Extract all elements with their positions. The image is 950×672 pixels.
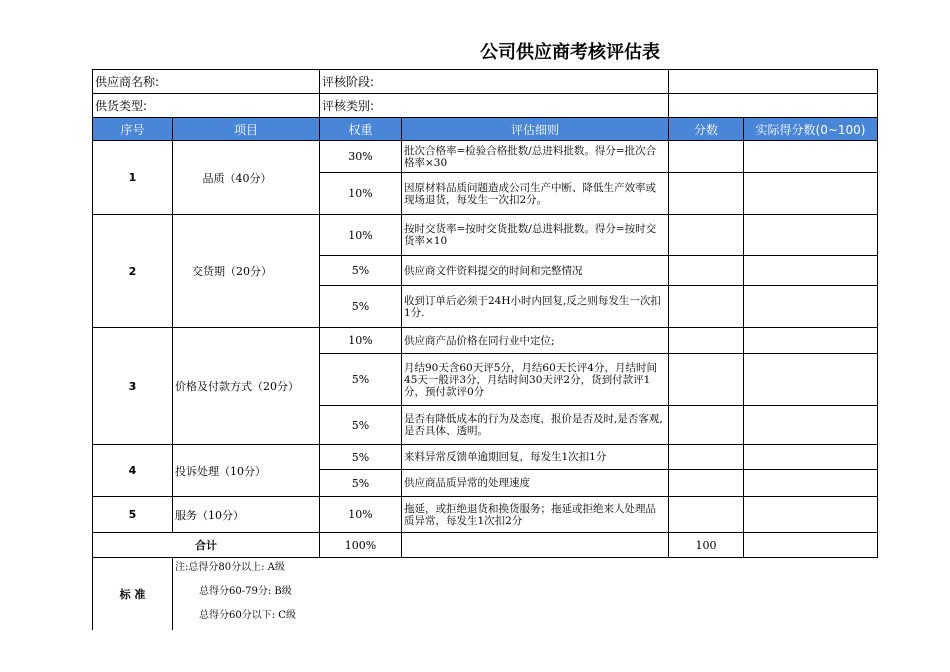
- score-cell[interactable]: [669, 256, 744, 286]
- actual-score-cell[interactable]: [744, 470, 878, 497]
- row-weight: 10%: [320, 215, 402, 256]
- total-actual-score[interactable]: [744, 533, 878, 558]
- header-actual-score: 实际得分数(0~100): [744, 118, 878, 141]
- row-weight: 30%: [320, 141, 402, 173]
- total-weight: 100%: [320, 533, 402, 558]
- row-detail: 供应商文件资料提交的时间和完整情况: [402, 256, 669, 286]
- row-weight: 5%: [320, 286, 402, 328]
- row-weight: 5%: [320, 354, 402, 406]
- table-row: [93, 141, 878, 173]
- group-index: 2: [93, 215, 173, 328]
- group-item: 价格及付款方式（20分）: [173, 328, 320, 445]
- standard-note-c: 总得分60分以下: C级: [199, 610, 296, 621]
- score-cell[interactable]: [669, 497, 744, 533]
- standard-note-a: 注:总得分80分以上: A级: [175, 562, 285, 573]
- total-detail-empty: [402, 533, 669, 558]
- row-weight: 10%: [320, 173, 402, 215]
- actual-score-cell[interactable]: [744, 328, 878, 354]
- header-index: 序号: [93, 118, 173, 141]
- total-score: 100: [669, 533, 744, 558]
- page-title: 公司供应商考核评估表: [480, 42, 660, 63]
- actual-score-cell[interactable]: [744, 286, 878, 328]
- table-row: [93, 445, 878, 470]
- header-score: 分数: [669, 118, 744, 141]
- row-detail: 供应商产品价格在同行业中定位;: [402, 328, 669, 354]
- standard-label: 标 准: [93, 558, 173, 631]
- row-weight: 10%: [320, 328, 402, 354]
- row-detail: 月结90天含60天评5分，月结60天长评4分，月结时间45天一般评3分，月结时间30天评2分，货到付款评1分，预付款评0分: [402, 354, 669, 406]
- actual-score-cell[interactable]: [744, 173, 878, 215]
- row-weight: 5%: [320, 445, 402, 470]
- review-category-cell[interactable]: [320, 94, 669, 118]
- row-weight: 5%: [320, 406, 402, 445]
- group-index: 5: [93, 497, 173, 533]
- row-detail: 按时交货率=按时交货批数/总进料批数。得分=按时交货率×10: [402, 215, 669, 256]
- evaluation-table: [92, 69, 878, 630]
- row-detail: 拖延，或拒绝退货和换货服务；拖延或拒绝来人处理品质异常，每发生1次扣2分: [402, 497, 669, 533]
- row-weight: 5%: [320, 256, 402, 286]
- standard-note-b: 总得分60-79分: B级: [199, 586, 292, 597]
- actual-score-cell[interactable]: [744, 497, 878, 533]
- group-index: 4: [93, 445, 173, 497]
- table-row: [93, 215, 878, 256]
- actual-score-cell[interactable]: [744, 406, 878, 445]
- row-detail: 收到订单后必须于24H小时内回复,反之则每发生一次扣1分.: [402, 286, 669, 328]
- actual-score-cell[interactable]: [744, 256, 878, 286]
- score-cell[interactable]: [669, 173, 744, 215]
- supplier-name-cell[interactable]: [93, 70, 320, 94]
- info-empty-cell[interactable]: [669, 94, 878, 118]
- review-stage-cell[interactable]: [320, 70, 669, 94]
- actual-score-cell[interactable]: [744, 354, 878, 406]
- info-empty-cell[interactable]: [669, 70, 878, 94]
- score-cell[interactable]: [669, 215, 744, 256]
- score-cell[interactable]: [669, 286, 744, 328]
- row-weight: 10%: [320, 497, 402, 533]
- table-row: [93, 328, 878, 354]
- score-cell[interactable]: [669, 445, 744, 470]
- info-row-1: [93, 70, 878, 94]
- group-index: 1: [93, 141, 173, 215]
- row-detail: 来料异常反馈单逾期回复，每发生1次扣1分: [402, 445, 669, 470]
- score-cell[interactable]: [669, 406, 744, 445]
- total-label: 合计: [93, 533, 320, 558]
- supplier-name-label: 供应商名称:: [95, 75, 160, 89]
- group-item: 服务（10分）: [173, 497, 320, 533]
- actual-score-cell[interactable]: [744, 141, 878, 173]
- standard-notes: [173, 558, 878, 631]
- supply-type-label: 供货类型:: [95, 99, 148, 113]
- row-detail: 批次合格率=检验合格批数/总进料批数。得分=批次合格率×30: [402, 141, 669, 173]
- score-cell[interactable]: [669, 328, 744, 354]
- group-index: 3: [93, 328, 173, 445]
- review-stage-label: 评核阶段:: [322, 75, 375, 89]
- header-item: 项目: [173, 118, 320, 141]
- row-detail: 供应商品质异常的处理速度: [402, 470, 669, 497]
- group-item: 投诉处理（10分）: [173, 445, 320, 497]
- row-detail: 是否有降低成本的行为及态度，报价是否及时,是否客观,是否具体、透明。: [402, 406, 669, 445]
- score-cell[interactable]: [669, 470, 744, 497]
- table-header-row: [93, 118, 878, 141]
- table-row: [93, 497, 878, 533]
- header-weight: 权重: [320, 118, 402, 141]
- score-cell[interactable]: [669, 354, 744, 406]
- actual-score-cell[interactable]: [744, 445, 878, 470]
- header-detail: 评估细则: [402, 118, 669, 141]
- standard-row: [93, 558, 878, 631]
- group-item: 交货期（20分）: [173, 215, 320, 328]
- row-weight: 5%: [320, 470, 402, 497]
- actual-score-cell[interactable]: [744, 215, 878, 256]
- total-row: [93, 533, 878, 558]
- supply-type-cell[interactable]: [93, 94, 320, 118]
- row-detail: 因原材料品质问题造成公司生产中断、降低生产效率或现场退货，每发生一次扣2分。: [402, 173, 669, 215]
- review-category-label: 评核类别:: [322, 99, 375, 113]
- score-cell[interactable]: [669, 141, 744, 173]
- group-item: 品质（40分）: [173, 141, 320, 215]
- info-row-2: [93, 94, 878, 118]
